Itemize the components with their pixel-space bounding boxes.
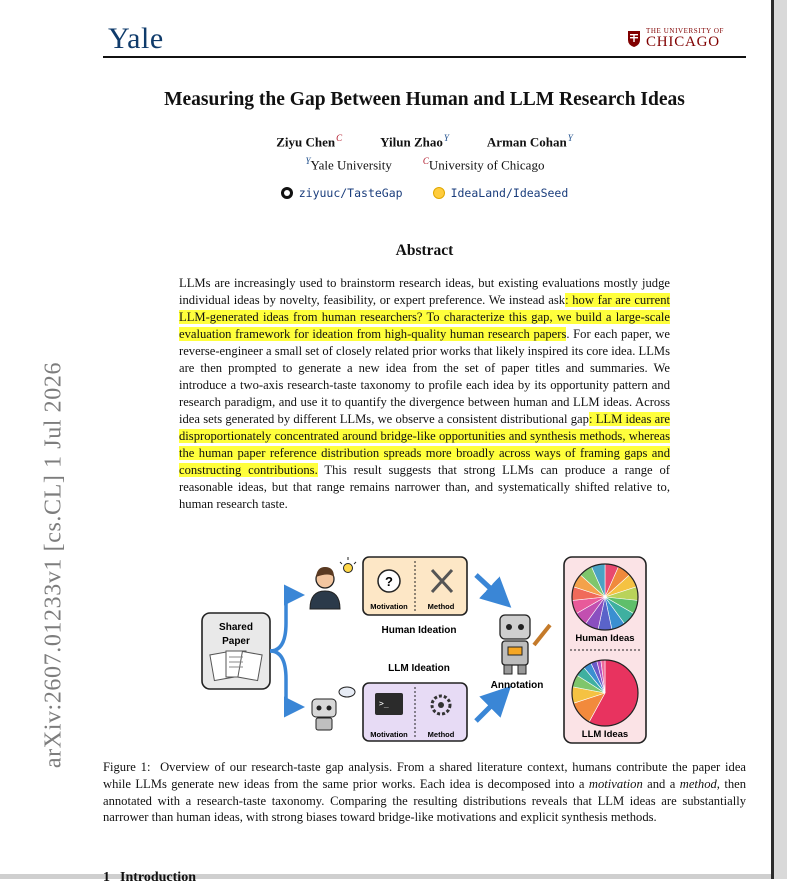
llm-ideation-box	[363, 683, 467, 741]
affiliation: $^Y$Yale University	[305, 156, 392, 173]
author: Arman Cohan$^Y$	[486, 133, 573, 150]
svg-text:Motivation: Motivation	[370, 730, 408, 739]
uchicago-big-text: CHICAGO	[646, 34, 720, 50]
huggingface-link[interactable]: IdeaLand/IdeaSeed	[433, 186, 569, 200]
small-robot-icon	[312, 687, 355, 730]
highlight: : LLM ideas are disproportionately concentrated around bridge-like opportunities and synthesis methods, whereas the human paper reference distribution spreads more broadly across ways of framing gaps and constructing contributions.	[179, 412, 671, 477]
annotation-label: Annotation	[490, 680, 544, 691]
uchicago-shield-icon	[627, 30, 641, 48]
llm-ideas-pie	[572, 660, 638, 726]
shared-paper-box	[202, 613, 270, 689]
paper-title: Measuring the Gap Between Human and LLM Research Ideas	[164, 89, 685, 110]
github-icon	[281, 187, 293, 199]
highlight: : how far are current LLM-generated ideas from human researchers? To characterize this gap, we build a large-scale evaluation framework for ideation from high-quality human research papers	[179, 293, 670, 341]
svg-text:Paper: Paper	[222, 636, 250, 647]
page-edge-shadow	[774, 0, 787, 879]
human-ideation-box	[363, 557, 467, 615]
svg-text:>_: >_	[379, 699, 389, 708]
yale-logo: Yale	[108, 22, 164, 55]
affiliation: $^C$University of Chicago	[422, 156, 545, 173]
svg-text:Method: Method	[427, 730, 455, 739]
svg-text:Shared: Shared	[219, 622, 253, 633]
annotation-robot-icon	[500, 615, 550, 674]
figure-caption: Figure 1: Overview of our research-taste gap analysis. From a shared literature context, humans contribute the paper idea while LLMs generate new ideas from the same prior works. Each idea is decomposed into a motivation and a method, then annotated with a research-taste taxonomy. Comparing the resulting distributions reveals that LLM ideas are substantially narrower than human ideas, with strong biases toward bridge-like motivations and explicit synthesis methods.	[103, 760, 747, 825]
abstract-heading: Abstract	[395, 242, 454, 259]
uchicago-logo	[627, 28, 724, 50]
header-rule	[103, 56, 746, 58]
github-link[interactable]: ziyuuc/TasteGap	[281, 186, 403, 200]
uchicago-small-text: THE UNIVERSITY OF	[646, 27, 724, 35]
resource-links	[103, 186, 746, 200]
llm-ideas-label: LLM Ideas	[581, 729, 629, 740]
affiliation-list	[103, 156, 746, 173]
author: Yilun Zhao$^Y$	[380, 133, 449, 150]
human-researcher-icon	[310, 557, 356, 609]
author-list	[103, 133, 746, 150]
human-ideas-pie	[572, 564, 638, 630]
human-ideation-label: Human Ideation	[381, 625, 457, 636]
abstract-body: LLMs are increasingly used to brainstorm research ideas, but existing evaluations mostly judge individual ideas by novelty, feasibility, or expert preference. We instead ask: how far are current LLM-generated ideas from human researchers? To characterize this gap, we build a large-scale evaluation framework for ideation from high-quality human research papers. For each paper, we reverse-engineer a small set of closely related prior works that likely inspired its core idea. LLMs are then prompted to generate a new idea from the set of paper titles and summaries. We introduce a two-axis research-taste taxonomy to profile each idea by its opportunity pattern and research paradigm, and use it to quantify the divergence between human and LLM ideas. Across idea sets generated by different LLMs, we observe a consistent distributional gap: LLM ideas are disproportionately concentrated around bridge-like opportunities and synthesis methods, whereas the human paper reference distribution spreads more broadly across ways of framing gaps and constructing contributions. This result suggests that strong LLMs can produce a range of reasonable ideas, but that range remains narrower than, and systematically shifted relative to, human research taste.	[179, 276, 671, 511]
svg-text:Motivation: Motivation	[370, 602, 408, 611]
human-ideas-label: Human Ideas	[575, 633, 635, 644]
arxiv-stamp: arXiv:2607.01233v1 [cs.CL] 1 Jul 2026	[40, 361, 67, 769]
section-heading: 1 Introduction	[103, 870, 196, 885]
huggingface-icon	[433, 187, 445, 199]
author: Ziyu Chen$^C$	[276, 133, 343, 150]
svg-text:Method: Method	[427, 602, 455, 611]
llm-ideation-label: LLM Ideation	[388, 663, 450, 674]
overview-figure	[198, 553, 658, 748]
question-icon: ?	[385, 574, 393, 589]
results-box	[564, 557, 646, 743]
papers-icon	[210, 651, 262, 681]
